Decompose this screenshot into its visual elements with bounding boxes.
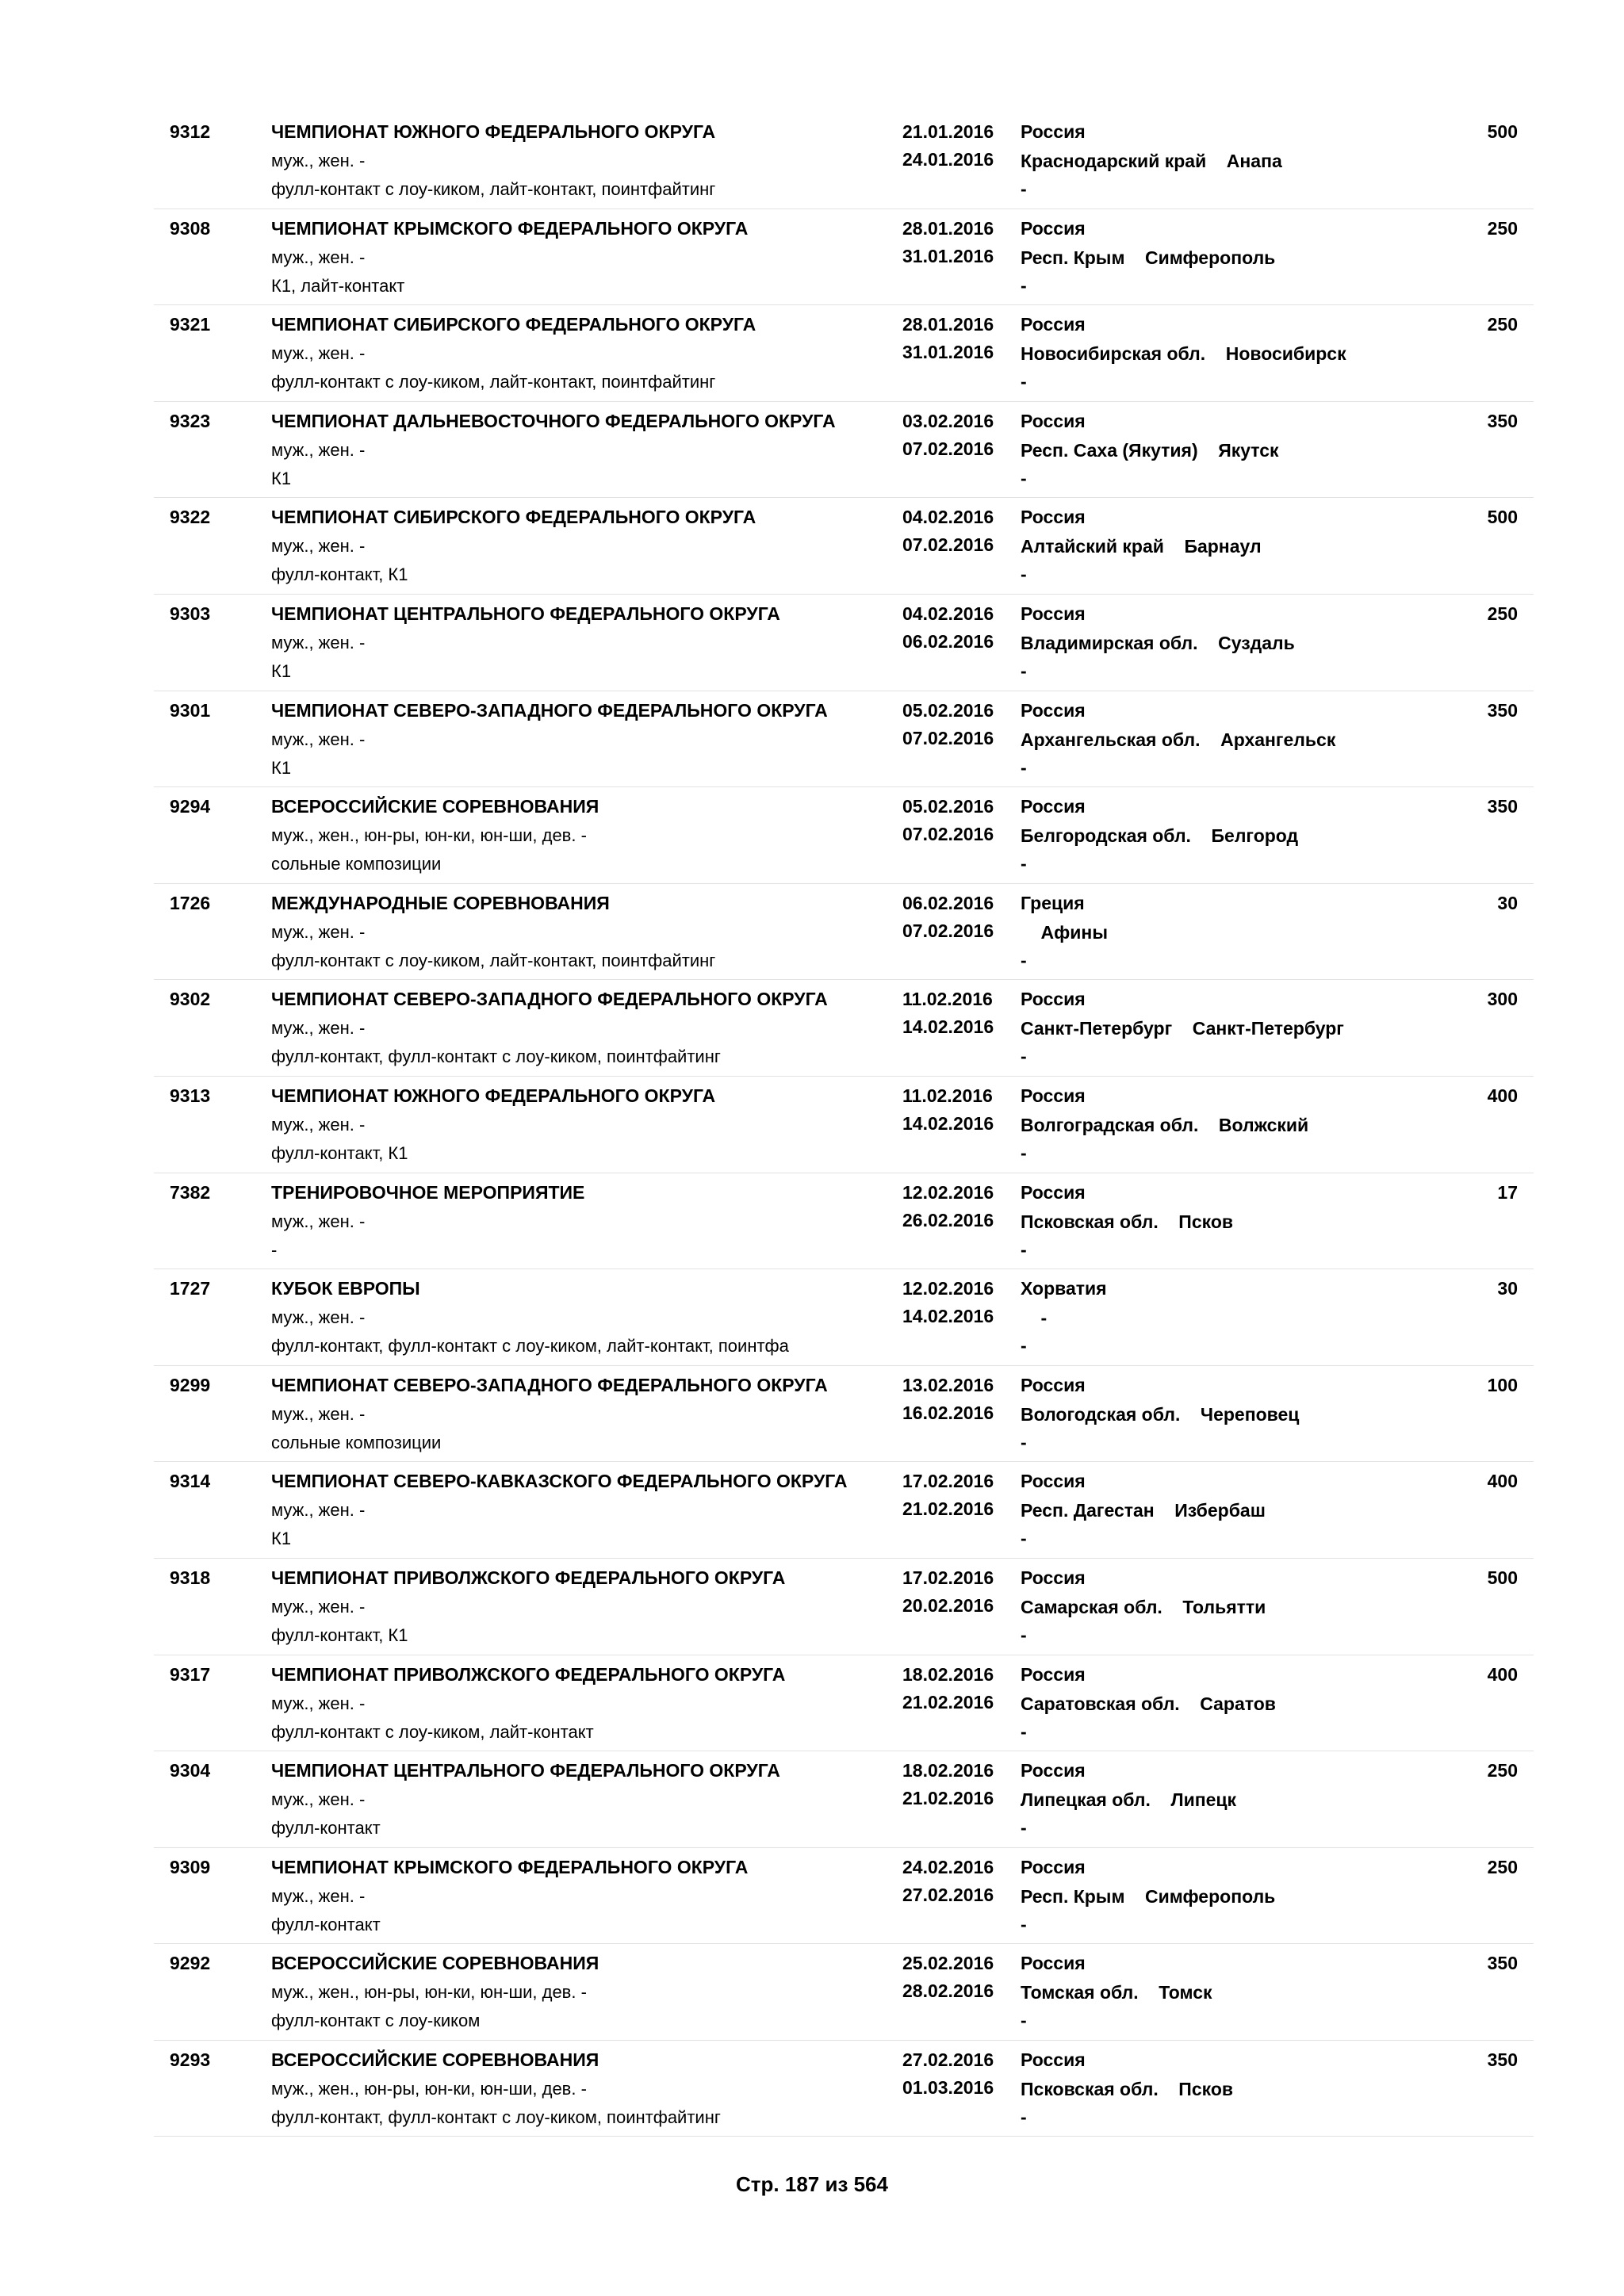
location-dash: - — [1021, 1528, 1027, 1549]
date-end: 31.01.2016 — [902, 342, 994, 363]
location: Респ. Дагестан Избербаш — [1021, 1500, 1266, 1521]
event-title: ЧЕМПИОНАТ СЕВЕРО-ЗАПАДНОГО ФЕДЕРАЛЬНОГО ОКРУГА — [271, 1374, 828, 1395]
list-item — [154, 1269, 1534, 1366]
location: Респ. Крым Симферополь — [1021, 247, 1276, 268]
date-start: 03.02.2016 — [902, 410, 994, 431]
event-title: ЧЕМПИОНАТ ПРИВОЛЖСКОГО ФЕДЕРАЛЬНОГО ОКРУГА — [271, 1567, 786, 1588]
list-item — [154, 1462, 1534, 1559]
location: Саратовская обл. Саратов — [1021, 1693, 1276, 1714]
date-start: 13.02.2016 — [902, 1374, 994, 1395]
country: Россия — [1021, 1181, 1086, 1203]
location: Респ. Саха (Якутия) Якутск — [1021, 439, 1279, 461]
participant-count: 500 — [1487, 121, 1518, 142]
record-id: 9294 — [170, 796, 211, 817]
location: Новосибирская обл. Новосибирск — [1021, 343, 1346, 365]
list-item — [154, 1655, 1534, 1752]
participants: муж., жен., юн-ры, юн-ки, юн-ши, дев. - — [271, 825, 587, 846]
country: Россия — [1021, 989, 1086, 1010]
participants: муж., жен. - — [271, 921, 366, 942]
participants: муж., жен. - — [271, 1211, 366, 1231]
list-item — [154, 113, 1534, 209]
date-end: 07.02.2016 — [902, 920, 994, 941]
participant-count: 500 — [1487, 507, 1518, 528]
date-start: 12.02.2016 — [902, 1278, 994, 1299]
location: Архангельская обл. Архангельск — [1021, 729, 1336, 750]
participant-count: 250 — [1487, 314, 1518, 335]
disciplines: фулл-контакт с лоу-киком — [271, 2011, 481, 2031]
list-item — [154, 1173, 1534, 1270]
location: Вологодская обл. Череповец — [1021, 1403, 1300, 1425]
participant-count: 250 — [1487, 603, 1518, 624]
participant-count: 30 — [1497, 1278, 1518, 1299]
list-item — [154, 980, 1534, 1077]
date-start: 18.02.2016 — [902, 1663, 994, 1685]
country: Россия — [1021, 699, 1086, 721]
participants: муж., жен. - — [271, 1114, 366, 1135]
participants: муж., жен. - — [271, 439, 366, 460]
disciplines: фулл-контакт с лоу-киком, лайт-контакт, поинтфайтинг — [271, 950, 716, 970]
participants: муж., жен., юн-ры, юн-ки, юн-ши, дев. - — [271, 1982, 587, 2003]
participants: муж., жен. - — [271, 1885, 366, 1906]
date-end: 01.03.2016 — [902, 2076, 994, 2098]
location-dash: - — [1021, 1431, 1027, 1452]
participants: муж., жен. - — [271, 1403, 366, 1424]
disciplines: К1 — [271, 1529, 292, 1549]
location: Липецкая обл. Липецк — [1021, 1789, 1237, 1811]
event-title: ЧЕМПИОНАТ СЕВЕРО-ЗАПАДНОГО ФЕДЕРАЛЬНОГО ОКРУГА — [271, 989, 828, 1010]
participant-count: 17 — [1497, 1181, 1518, 1203]
page-number: Стр. 187 из 564 — [736, 2172, 888, 2196]
record-id: 9293 — [170, 2049, 211, 2070]
list-item — [154, 1751, 1534, 1848]
record-id: 9301 — [170, 699, 211, 721]
list-item — [154, 884, 1534, 981]
participant-count: 30 — [1497, 892, 1518, 913]
location-dash: - — [1021, 371, 1027, 392]
participants: муж., жен., юн-ры, юн-ки, юн-ши, дев. - — [271, 2078, 587, 2099]
country: Россия — [1021, 121, 1086, 142]
record-id: 9309 — [170, 1856, 211, 1877]
disciplines: фулл-контакт, К1 — [271, 564, 408, 585]
participant-count: 350 — [1487, 2049, 1518, 2070]
date-start: 06.02.2016 — [902, 892, 994, 913]
participants: муж., жен. - — [271, 536, 366, 557]
record-id: 9312 — [170, 121, 211, 142]
date-end: 28.02.2016 — [902, 1980, 994, 2002]
record-id: 9308 — [170, 217, 211, 239]
date-start: 25.02.2016 — [902, 1953, 994, 1974]
country: Россия — [1021, 1085, 1086, 1106]
disciplines: К1 — [271, 757, 292, 778]
event-title: ЧЕМПИОНАТ КРЫМСКОГО ФЕДЕРАЛЬНОГО ОКРУГА — [271, 217, 749, 239]
event-title: ЧЕМПИОНАТ СЕВЕРО-ЗАПАДНОГО ФЕДЕРАЛЬНОГО ОКРУГА — [271, 699, 828, 721]
record-id: 7382 — [170, 1181, 211, 1203]
country: Россия — [1021, 314, 1086, 335]
country: Россия — [1021, 796, 1086, 817]
country: Хорватия — [1021, 1278, 1107, 1299]
disciplines: фулл-контакт, фулл-контакт с лоу-киком, лайт-контакт, поинтфа — [271, 1336, 789, 1357]
list-item — [154, 402, 1534, 499]
location-dash: - — [1021, 2010, 1027, 2031]
participants: муж., жен. - — [271, 1789, 366, 1810]
disciplines: фулл-контакт — [271, 1914, 381, 1934]
date-start: 17.02.2016 — [902, 1567, 994, 1588]
disciplines: фулл-контакт, фулл-контакт с лоу-киком, поинтфайтинг — [271, 2107, 721, 2127]
event-title: ЧЕМПИОНАТ ЮЖНОГО ФЕДЕРАЛЬНОГО ОКРУГА — [271, 1085, 716, 1106]
record-id: 1727 — [170, 1278, 211, 1299]
record-id: 9303 — [170, 603, 211, 624]
event-title: ЧЕМПИОНАТ СИБИРСКОГО ФЕДЕРАЛЬНОГО ОКРУГА — [271, 507, 756, 528]
location-dash: - — [1021, 1142, 1027, 1163]
location-dash: - — [1021, 274, 1027, 296]
location-dash: - — [1021, 1720, 1027, 1742]
country: Россия — [1021, 1760, 1086, 1781]
record-id: 9299 — [170, 1374, 211, 1395]
event-title: ЧЕМПИОНАТ ЦЕНТРАЛЬНОГО ФЕДЕРАЛЬНОГО ОКРУГА — [271, 603, 780, 624]
disciplines: сольные композиции — [271, 1432, 442, 1452]
disciplines: К1 — [271, 660, 292, 681]
date-start: 17.02.2016 — [902, 1471, 994, 1492]
list-item — [154, 209, 1534, 306]
participants: муж., жен. - — [271, 343, 366, 364]
date-start: 28.01.2016 — [902, 314, 994, 335]
participant-count: 500 — [1487, 1567, 1518, 1588]
date-start: 05.02.2016 — [902, 796, 994, 817]
participant-count: 300 — [1487, 989, 1518, 1010]
date-end: 24.01.2016 — [902, 149, 994, 170]
date-end: 14.02.2016 — [902, 1112, 994, 1134]
participants: муж., жен. - — [271, 247, 366, 267]
date-end: 21.02.2016 — [902, 1788, 994, 1809]
disciplines: - — [271, 1239, 278, 1260]
event-title: ЧЕМПИОНАТ ДАЛЬНЕВОСТОЧНОГО ФЕДЕРАЛЬНОГО ОКРУГА — [271, 410, 836, 431]
event-title: ЧЕМПИОНАТ ЮЖНОГО ФЕДЕРАЛЬНОГО ОКРУГА — [271, 121, 716, 142]
participants: муж., жен. - — [271, 1018, 366, 1039]
disciplines: фулл-контакт, К1 — [271, 1624, 408, 1645]
disciplines: сольные композиции — [271, 854, 442, 874]
list-item — [154, 1559, 1534, 1655]
country: Греция — [1021, 892, 1085, 913]
list-item — [154, 498, 1534, 595]
records-list — [154, 113, 1534, 2137]
location-dash: - — [1021, 1624, 1027, 1645]
record-id: 9292 — [170, 1953, 211, 1974]
participants: муж., жен. - — [271, 1693, 366, 1713]
country: Россия — [1021, 1471, 1086, 1492]
location: Волгоградская обл. Волжский — [1021, 1114, 1309, 1135]
country: Россия — [1021, 1663, 1086, 1685]
location-dash: - — [1021, 1046, 1027, 1067]
record-id: 1726 — [170, 892, 211, 913]
date-start: 28.01.2016 — [902, 217, 994, 239]
date-end: 07.02.2016 — [902, 727, 994, 748]
country: Россия — [1021, 1567, 1086, 1588]
location: Афины — [1021, 921, 1108, 943]
date-end: 21.02.2016 — [902, 1498, 994, 1520]
list-item — [154, 1077, 1534, 1173]
date-start: 11.02.2016 — [902, 989, 993, 1010]
participant-count: 350 — [1487, 699, 1518, 721]
event-title: ЧЕМПИОНАТ СЕВЕРО-КАВКАЗСКОГО ФЕДЕРАЛЬНОГО ОКРУГА — [271, 1471, 848, 1492]
location: Алтайский край Барнаул — [1021, 536, 1262, 557]
participants: муж., жен. - — [271, 1307, 366, 1328]
country: Россия — [1021, 603, 1086, 624]
event-title: ВСЕРОССИЙСКИЕ СОРЕВНОВАНИЯ — [271, 2049, 599, 2070]
date-end: 07.02.2016 — [902, 438, 994, 459]
date-start: 21.01.2016 — [902, 121, 994, 142]
date-start: 12.02.2016 — [902, 1181, 994, 1203]
location: Псковская обл. Псков — [1021, 2078, 1234, 2099]
record-id: 9314 — [170, 1471, 211, 1492]
event-title: ЧЕМПИОНАТ КРЫМСКОГО ФЕДЕРАЛЬНОГО ОКРУГА — [271, 1856, 749, 1877]
date-start: 11.02.2016 — [902, 1085, 993, 1106]
record-id: 9313 — [170, 1085, 211, 1106]
location-dash: - — [1021, 660, 1027, 681]
event-title: ВСЕРОССИЙСКИЕ СОРЕВНОВАНИЯ — [271, 796, 599, 817]
participant-count: 400 — [1487, 1085, 1518, 1106]
event-title: ТРЕНИРОВОЧНОЕ МЕРОПРИЯТИЕ — [271, 1181, 585, 1203]
participant-count: 250 — [1487, 1760, 1518, 1781]
date-end: 31.01.2016 — [902, 245, 994, 266]
country: Россия — [1021, 1953, 1086, 1974]
location-dash: - — [1021, 178, 1027, 199]
record-id: 9321 — [170, 314, 211, 335]
date-end: 21.02.2016 — [902, 1691, 994, 1712]
record-id: 9317 — [170, 1663, 211, 1685]
date-end: 16.02.2016 — [902, 1402, 994, 1423]
date-end: 14.02.2016 — [902, 1016, 994, 1038]
disciplines: фулл-контакт — [271, 1818, 381, 1839]
participants: муж., жен. - — [271, 1596, 366, 1617]
date-end: 20.02.2016 — [902, 1594, 994, 1616]
date-start: 04.02.2016 — [902, 603, 994, 624]
location-dash: - — [1021, 1238, 1027, 1260]
list-item — [154, 1848, 1534, 1945]
event-title: ВСЕРОССИЙСКИЕ СОРЕВНОВАНИЯ — [271, 1953, 599, 1974]
location-dash: - — [1021, 853, 1027, 874]
disciplines: фулл-контакт, К1 — [271, 1142, 408, 1163]
disciplines: фулл-контакт с лоу-киком, лайт-контакт, поинтфайтинг — [271, 179, 716, 199]
date-start: 24.02.2016 — [902, 1856, 994, 1877]
location: Самарская обл. Тольятти — [1021, 1596, 1266, 1617]
country: Россия — [1021, 2049, 1086, 2070]
location-dash: - — [1021, 949, 1027, 970]
date-start: 04.02.2016 — [902, 507, 994, 528]
participants: муж., жен. - — [271, 632, 366, 652]
country: Россия — [1021, 1374, 1086, 1395]
location: Санкт-Петербург Санкт-Петербург — [1021, 1018, 1344, 1039]
disciplines: К1 — [271, 468, 292, 488]
country: Россия — [1021, 1856, 1086, 1877]
location-dash: - — [1021, 2106, 1027, 2127]
location-dash: - — [1021, 1817, 1027, 1839]
location-dash: - — [1021, 467, 1027, 488]
country: Россия — [1021, 507, 1086, 528]
record-id: 9302 — [170, 989, 211, 1010]
disciplines: фулл-контакт, фулл-контакт с лоу-киком, поинтфайтинг — [271, 1047, 721, 1067]
date-start: 18.02.2016 — [902, 1760, 994, 1781]
disciplines: К1, лайт-контакт — [271, 275, 405, 296]
participants: муж., жен. - — [271, 729, 366, 749]
list-item — [154, 305, 1534, 402]
date-end: 27.02.2016 — [902, 1884, 994, 1905]
location: Респ. Крым Симферополь — [1021, 1885, 1276, 1907]
location: - — [1021, 1307, 1048, 1329]
date-start: 05.02.2016 — [902, 699, 994, 721]
record-id: 9322 — [170, 507, 211, 528]
list-item — [154, 595, 1534, 691]
location-dash: - — [1021, 1335, 1027, 1357]
event-title: КУБОК ЕВРОПЫ — [271, 1278, 420, 1299]
event-title: ЧЕМПИОНАТ СИБИРСКОГО ФЕДЕРАЛЬНОГО ОКРУГА — [271, 314, 756, 335]
date-start: 27.02.2016 — [902, 2049, 994, 2070]
participants: муж., жен. - — [271, 151, 366, 170]
location-dash: - — [1021, 1913, 1027, 1934]
participant-count: 400 — [1487, 1663, 1518, 1685]
location: Владимирская обл. Суздаль — [1021, 632, 1295, 653]
event-title: ЧЕМПИОНАТ ЦЕНТРАЛЬНОГО ФЕДЕРАЛЬНОГО ОКРУГА — [271, 1760, 780, 1781]
country: Россия — [1021, 217, 1086, 239]
location: Белгородская обл. Белгород — [1021, 825, 1299, 847]
location: Краснодарский край Анапа — [1021, 151, 1282, 171]
date-end: 06.02.2016 — [902, 630, 994, 652]
participant-count: 350 — [1487, 1953, 1518, 1974]
date-end: 07.02.2016 — [902, 824, 994, 845]
participant-count: 350 — [1487, 410, 1518, 431]
disciplines: фулл-контакт с лоу-киком, лайт-контакт — [271, 1721, 594, 1742]
list-item — [154, 787, 1534, 884]
disciplines: фулл-контакт с лоу-киком, лайт-контакт, поинтфайтинг — [271, 372, 716, 392]
event-title: ЧЕМПИОНАТ ПРИВОЛЖСКОГО ФЕДЕРАЛЬНОГО ОКРУГА — [271, 1663, 786, 1685]
record-id: 9323 — [170, 410, 211, 431]
participant-count: 400 — [1487, 1471, 1518, 1492]
event-title: МЕЖДУНАРОДНЫЕ СОРЕВНОВАНИЯ — [271, 892, 610, 913]
location-dash: - — [1021, 756, 1027, 778]
list-item — [154, 691, 1534, 788]
participant-count: 250 — [1487, 1856, 1518, 1877]
participant-count: 100 — [1487, 1374, 1518, 1395]
participant-count: 350 — [1487, 796, 1518, 817]
record-id: 9318 — [170, 1567, 211, 1588]
location: Томская обл. Томск — [1021, 1982, 1212, 2003]
location: Псковская обл. Псков — [1021, 1211, 1234, 1232]
country: Россия — [1021, 410, 1086, 431]
participant-count: 250 — [1487, 217, 1518, 239]
record-id: 9304 — [170, 1760, 211, 1781]
list-item — [154, 2041, 1534, 2137]
date-end: 14.02.2016 — [902, 1306, 994, 1327]
list-item — [154, 1944, 1534, 2041]
participants: муж., жен. - — [271, 1500, 366, 1521]
list-item — [154, 1366, 1534, 1463]
location-dash: - — [1021, 564, 1027, 585]
date-end: 26.02.2016 — [902, 1209, 994, 1230]
date-end: 07.02.2016 — [902, 534, 994, 556]
